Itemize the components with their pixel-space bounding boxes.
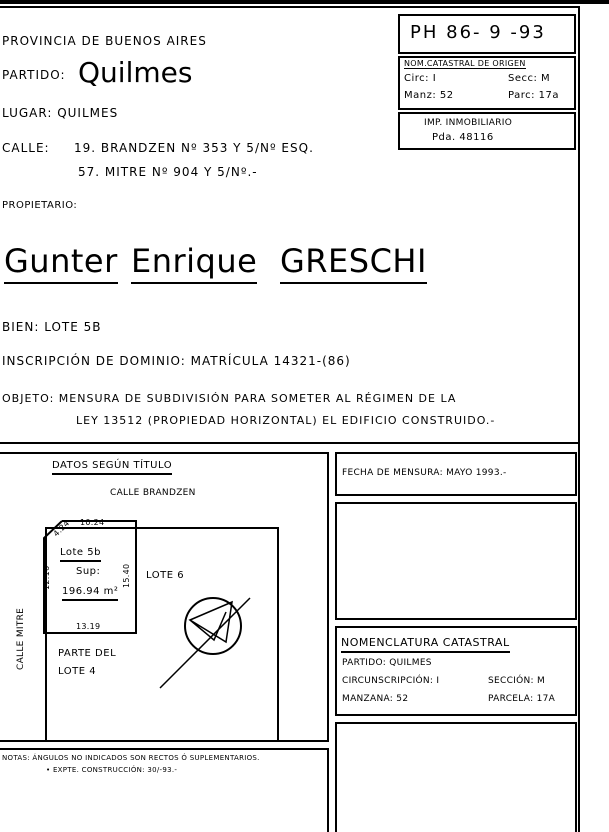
fecha-mensura: FECHA DE MENSURA: MAYO 1993.- xyxy=(342,468,507,478)
dim-bottom: 13.19 xyxy=(76,622,101,631)
parte-label: PARTE DEL xyxy=(58,648,117,659)
calle-line2: 57. MITRE Nº 904 Y 5/Nº.- xyxy=(78,165,258,179)
nomenclatura-manzana: MANZANA: 52 xyxy=(342,694,409,704)
bien-label: BIEN: LOTE 5B xyxy=(2,320,102,334)
dim-left: 12.16 xyxy=(42,565,51,590)
nom-origen-secc: Secc: M xyxy=(508,73,551,84)
calle-label: CALLE: xyxy=(2,141,50,155)
nom-origen-circ: Circ: I xyxy=(404,73,437,84)
nom-origen-title: NOM.CATASTRAL DE ORIGEN xyxy=(404,59,526,68)
nomenclatura-title: NOMENCLATURA CATASTRAL xyxy=(341,636,510,649)
top-rule xyxy=(0,0,609,4)
province-label: PROVINCIA DE BUENOS AIRES xyxy=(2,34,207,48)
owner-first-name: Gunter xyxy=(4,242,118,280)
nom-origen-manz: Manz: 52 xyxy=(404,90,454,101)
dim-right: 15.40 xyxy=(122,563,131,588)
nomenclatura-parcela: PARCELA: 17A xyxy=(488,694,556,704)
plan-calle-brandzen: CALLE BRANDZEN xyxy=(110,488,196,498)
blank-box-1 xyxy=(335,502,577,620)
lote5b-label: Lote 5b xyxy=(60,547,101,558)
section-divider xyxy=(0,442,580,444)
plan-drawing xyxy=(0,452,330,742)
nomenclatura-partido: PARTIDO: QUILMES xyxy=(342,658,432,668)
ph-code: PH 86- 9 -93 xyxy=(410,22,546,43)
notas-line2: • EXPTE. CONSTRUCCIÓN: 30/-93.- xyxy=(46,766,178,774)
partido-label: PARTIDO: xyxy=(2,68,66,82)
propietario-label: PROPIETARIO: xyxy=(2,200,78,211)
calle-line1: 19. BRANDZEN Nº 353 Y 5/Nº ESQ. xyxy=(74,141,314,155)
partido-value: Quilmes xyxy=(78,56,193,89)
nom-origen-parc: Parc: 17a xyxy=(508,90,559,101)
lote6-label: LOTE 6 xyxy=(146,570,185,581)
area-value: 196.94 m² xyxy=(62,586,118,597)
blank-box-2 xyxy=(335,722,577,832)
owner-last-name: GRESCHI xyxy=(280,242,427,280)
imp-inmobiliario-title: IMP. INMOBILIARIO xyxy=(424,118,513,128)
calle-mitre-label: CALLE MITRE xyxy=(16,607,26,670)
lote4-label: LOTE 4 xyxy=(58,666,97,677)
north-symbol-circle xyxy=(185,598,241,654)
nomenclatura-circ: CIRCUNSCRIPCIÓN: I xyxy=(342,676,440,686)
inscripcion-label: INSCRIPCIÓN DE DOMINIO: MATRÍCULA 14321-(86) xyxy=(2,354,351,368)
notas-line1: NOTAS: ÁNGULOS NO INDICADOS SON RECTOS Ó SUPLEMENTARIOS. xyxy=(2,754,260,762)
owner-middle-name: Enrique xyxy=(131,242,257,280)
dim-corner: 4.24 xyxy=(51,518,72,539)
dim-top: 10.24 xyxy=(80,518,105,527)
plan-title: DATOS SEGÚN TÍTULO xyxy=(52,460,172,471)
lugar-label: LUGAR: QUILMES xyxy=(2,106,119,120)
objeto-line1: OBJETO: MENSURA DE SUBDIVISIÓN PARA SOMETER AL RÉGIMEN DE LA xyxy=(2,392,457,405)
nomenclatura-seccion: SECCIÓN: M xyxy=(488,676,546,686)
imp-inmobiliario-partida: Pda. 48116 xyxy=(432,132,494,143)
sup-label: Sup: xyxy=(76,566,101,577)
objeto-line2: LEY 13512 (PROPIEDAD HORIZONTAL) EL EDIFICIO CONSTRUIDO.- xyxy=(76,414,496,427)
